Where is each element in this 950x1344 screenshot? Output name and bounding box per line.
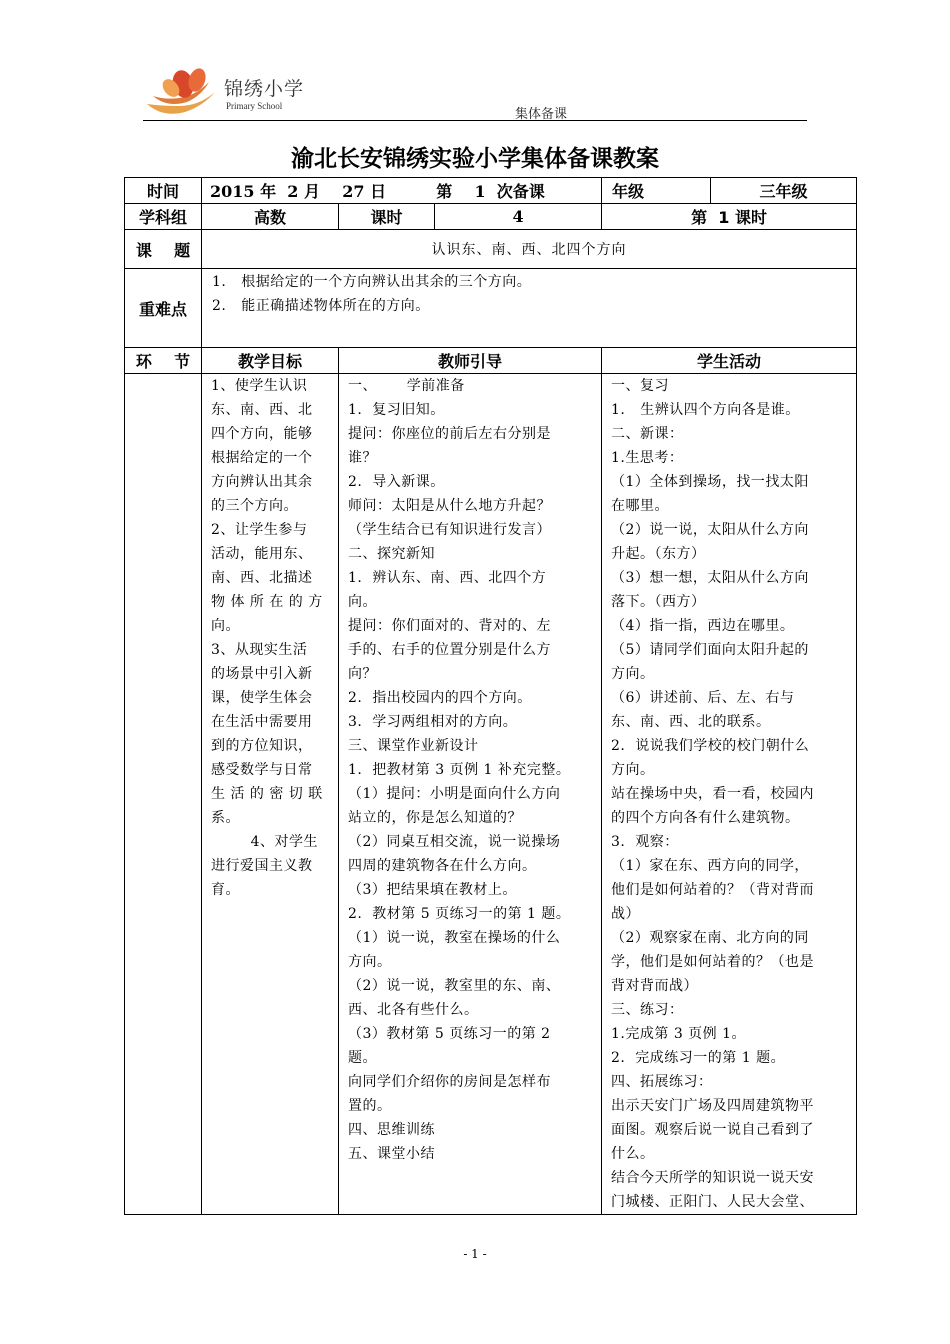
student-line: （1）全体到操场，找一找太阳 xyxy=(611,474,809,490)
student-line: 面图。观察后说一说自己看到了 xyxy=(611,1122,815,1138)
student-line: 2. 完成练习一的第 1 题。 xyxy=(611,1050,786,1066)
goal-line: 方向辨认出其余 xyxy=(211,474,313,490)
student-line: 什么。 xyxy=(611,1146,655,1162)
goal-line: 南、西、北描述 xyxy=(211,570,313,586)
student-line: 二、新课： xyxy=(611,426,684,442)
student-line: 方向。 xyxy=(611,666,655,682)
row-headers xyxy=(125,348,857,374)
teacher-line: 三、课堂作业新设计 xyxy=(348,738,479,754)
student-line: 的四个方向各有什么建筑物。 xyxy=(611,810,800,826)
date-value: 2015 年 2 月 27 日 第 1 次备课 xyxy=(202,178,602,204)
teacher-line: 置的。 xyxy=(348,1098,392,1114)
goal-line: 到的方位知识， xyxy=(211,738,313,754)
teacher-header: 教师引导 xyxy=(339,348,602,374)
logo-subtitle: Primary School xyxy=(226,101,283,111)
goal-line: 的三个方向。 xyxy=(211,498,298,514)
teacher-line: 西、北各有些什么。 xyxy=(348,1002,479,1018)
goal-line: 在生活中需要用 xyxy=(211,714,313,730)
goal-line: 的场景中引入新 xyxy=(211,666,313,682)
student-line: 结合今天所学的知识说一说天安 xyxy=(611,1170,815,1186)
student-line: （1）家在东、西方向的同学， xyxy=(611,858,809,874)
header-label: 集体备课 xyxy=(515,107,568,122)
teacher-line: （学生结合已有知识进行发言） xyxy=(348,522,551,538)
student-line: 3. 观察： xyxy=(611,834,679,850)
row-topic xyxy=(125,230,857,269)
topic-label: 课 题 xyxy=(125,230,202,269)
student-line: 三、练习： xyxy=(611,1002,684,1018)
teacher-line: 谁？ xyxy=(348,450,377,466)
student-line: 出示天安门广场及四周建筑物平 xyxy=(611,1098,815,1114)
time-label: 时间 xyxy=(125,178,202,204)
teacher-line: 师问：太阳是从什么地方升起？ xyxy=(348,498,551,514)
student-line: 一、复习 xyxy=(611,378,670,394)
teacher-line: 向同学们介绍你的房间是怎样布 xyxy=(348,1074,551,1090)
student-line: （2）说一说，太阳从什么方向 xyxy=(611,522,809,538)
subject-label: 学科组 xyxy=(125,204,202,230)
student-line: 四、拓展练习： xyxy=(611,1074,713,1090)
teacher-line: 四周的建筑物各在什么方向。 xyxy=(348,858,537,874)
student-line: （4）指一指，西边在哪里。 xyxy=(611,618,795,634)
student-line: 在哪里。 xyxy=(611,498,670,514)
goals-cell xyxy=(202,374,339,1215)
student-line: 1.生思考： xyxy=(611,450,684,466)
row-subject xyxy=(125,204,857,230)
teacher-line: （2）说一说，教室里的东、南、 xyxy=(348,978,561,994)
logo-text: 锦绣小学 xyxy=(224,78,305,100)
lesson-value: 4 xyxy=(435,204,602,230)
teacher-line: 1. 把教材第 3 页例 1 补充完整。 xyxy=(348,762,571,778)
teacher-line: 题。 xyxy=(348,1050,377,1066)
teacher-line: 1. 复习旧知。 xyxy=(348,402,445,418)
student-line: 落下。（西方） xyxy=(611,594,706,610)
goal-line: 活动，能用东、 xyxy=(211,546,313,562)
teacher-line: 向？ xyxy=(348,666,377,682)
teacher-line: 2. 导入新课。 xyxy=(348,474,445,490)
lesson-label: 课时 xyxy=(339,204,435,230)
row-content xyxy=(125,374,857,1215)
grade-label: 年级 xyxy=(602,178,711,204)
page-title: 渝北长安锦绣实验小学集体备课教案 xyxy=(291,146,659,172)
row-time xyxy=(125,178,857,204)
key-label: 重难点 xyxy=(125,269,202,348)
teacher-line: （3）教材第 5 页练习一的第 2 xyxy=(348,1026,551,1042)
teacher-line: （3）把结果填在教材上。 xyxy=(348,882,517,898)
goal-header: 教学目标 xyxy=(202,348,339,374)
goal-line: 4、对学生 xyxy=(211,834,319,850)
student-cell xyxy=(602,374,857,1215)
student-line: 战） xyxy=(611,906,641,922)
goal-line: 根据给定的一个 xyxy=(211,450,313,466)
student-line: 他们是如何站着的？（背对背而 xyxy=(611,882,815,898)
goal-line: 1、使学生认识 xyxy=(211,378,308,394)
teacher-line: 一、 学前准备 xyxy=(348,378,465,394)
key-point-2: 2. 能正确描述物体所在的方向。 xyxy=(212,298,430,314)
teacher-line: （2）同桌互相交流，说一说操场 xyxy=(348,834,561,850)
row-key-points xyxy=(125,269,857,348)
goal-line: 东、南、西、北 xyxy=(211,402,313,418)
student-header: 学生活动 xyxy=(602,348,857,374)
student-line: 1. 生辨认四个方向各是谁。 xyxy=(611,402,800,418)
student-line: （6）讲述前、后、左、右与 xyxy=(611,690,795,706)
student-line: 学，他们是如何站着的？（也是 xyxy=(611,954,815,970)
teacher-line: 四、思维训练 xyxy=(348,1122,435,1138)
teacher-line: 3. 学习两组相对的方向。 xyxy=(348,714,518,730)
header-divider xyxy=(143,120,807,121)
student-line: 站在操场中央，看一看，校园内 xyxy=(611,786,815,802)
goal-line: 进行爱国主义教 xyxy=(211,858,313,874)
student-line: （5）请同学们面向太阳升起的 xyxy=(611,642,809,658)
topic-value: 认识东、南、西、北四个方向 xyxy=(202,230,857,269)
teacher-line: 1. 辨认东、南、西、北四个方 xyxy=(348,570,547,586)
teacher-line: 五、课堂小结 xyxy=(348,1146,435,1162)
student-line: 2. 说说我们学校的校门朝什么 xyxy=(611,738,810,754)
teacher-line: 站立的，你是怎么知道的？ xyxy=(348,810,522,826)
teacher-line: 二、探究新知 xyxy=(348,546,435,562)
goal-line: 生 活 的 密 切 联 xyxy=(211,786,323,802)
goal-line: 四个方向，能够 xyxy=(211,426,313,442)
teacher-cell xyxy=(339,374,602,1215)
lesson-plan-table xyxy=(124,177,857,1215)
student-line: （2）观察家在南、北方向的同 xyxy=(611,930,809,946)
teacher-line: （1）提问：小明是面向什么方向 xyxy=(348,786,561,802)
student-line: 背对背而战） xyxy=(611,978,699,994)
period-value: 第 1 课时 xyxy=(602,204,857,230)
page-number: - 1 - xyxy=(463,1247,487,1261)
goal-line: 课，使学生体会 xyxy=(211,690,313,706)
goal-line: 育。 xyxy=(211,882,240,898)
goal-line: 物 体 所 在 的 方 xyxy=(211,594,323,610)
goal-line: 感受数学与日常 xyxy=(211,762,313,778)
teacher-line: 2. 教材第 5 页练习一的第 1 题。 xyxy=(348,906,571,922)
teacher-line: （1）说一说，教室在操场的什么 xyxy=(348,930,561,946)
teacher-line: 2. 指出校园内的四个方向。 xyxy=(348,690,532,706)
teacher-line: 向。 xyxy=(348,594,377,610)
student-line: 门城楼、正阳门、人民大会堂、 xyxy=(611,1194,815,1210)
goal-line: 向。 xyxy=(211,618,240,634)
student-line: 1.完成第 3 页例 1。 xyxy=(611,1026,747,1042)
subject-value: 高数 xyxy=(202,204,339,230)
teacher-line: 提问：你座位的前后左右分别是 xyxy=(348,426,551,442)
key-point-1: 1. 根据给定的一个方向辨认出其余的三个方向。 xyxy=(212,274,532,290)
student-line: （3）想一想，太阳从什么方向 xyxy=(611,570,809,586)
grade-value: 三年级 xyxy=(711,178,857,204)
student-line: 东、南、西、北的联系。 xyxy=(611,714,771,730)
goal-line: 2、让学生参与 xyxy=(211,522,308,538)
stage-cell xyxy=(125,374,202,1215)
teacher-line: 方向。 xyxy=(348,954,392,970)
stage-label: 环 节 xyxy=(125,348,202,374)
goal-line: 3、从现实生活 xyxy=(211,642,308,658)
teacher-line: 手的、右手的位置分别是什么方 xyxy=(348,642,551,658)
teacher-line: 提问：你们面对的、背对的、左 xyxy=(348,618,551,634)
goal-line: 系。 xyxy=(211,810,240,826)
student-line: 方向。 xyxy=(611,762,655,778)
key-points xyxy=(202,269,857,348)
student-line: 升起。（东方） xyxy=(611,546,706,562)
